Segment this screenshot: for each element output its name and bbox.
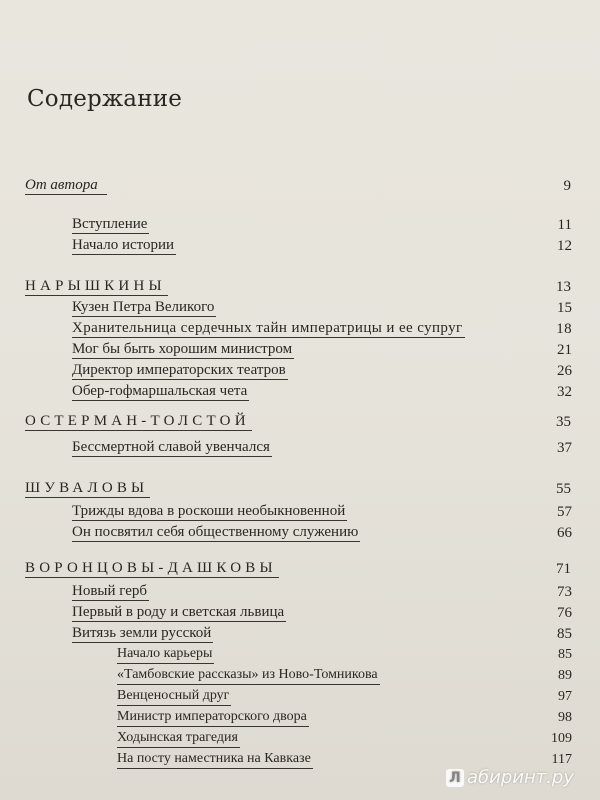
toc-entry-page: 89 xyxy=(558,668,572,683)
toc-entry xyxy=(72,363,572,383)
toc-section-entry xyxy=(25,279,571,299)
toc-entry xyxy=(72,504,572,524)
toc-title: Содержание xyxy=(27,86,183,112)
toc-entry xyxy=(72,584,572,604)
toc-entry-page: 109 xyxy=(551,731,572,746)
toc-entry-page: 71 xyxy=(556,561,571,577)
toc-entry-label: НАРЫШКИНЫ xyxy=(25,278,166,294)
toc-entry-page: 21 xyxy=(557,342,572,358)
toc-entry-page: 66 xyxy=(557,525,572,541)
toc-entry-label: На посту наместника на Кавказе xyxy=(117,750,313,769)
toc-entry-label: Он посвятил себя общественному служению xyxy=(72,524,359,540)
toc-entry-page: 37 xyxy=(557,440,572,456)
toc-entry-page: 9 xyxy=(563,178,571,194)
toc-subentry xyxy=(117,668,572,688)
toc-entry-page: 12 xyxy=(557,238,572,254)
toc-entry-page: 98 xyxy=(558,710,572,725)
toc-entry-label: Новый герб xyxy=(72,583,148,599)
toc-entry-label: От автора xyxy=(25,176,107,195)
toc-entry-label: Кузен Петра Великого xyxy=(72,299,215,315)
toc-entry-page: 76 xyxy=(557,605,572,621)
toc-entry-label: Начало истории xyxy=(72,237,175,253)
toc-section-entry xyxy=(25,481,571,501)
toc-entry xyxy=(72,300,572,320)
toc-entry xyxy=(72,626,572,646)
toc-entry-label: Мог бы быть хорошим министром xyxy=(72,341,293,357)
toc-section-entry xyxy=(25,561,571,581)
toc-entry-page: 32 xyxy=(557,384,572,400)
toc-entry-label: Хранительница сердечных тайн императрицы и ее супруг xyxy=(72,320,463,336)
toc-entry xyxy=(72,384,572,404)
toc-entry-page: 15 xyxy=(557,300,572,316)
toc-entry-label: Вступление xyxy=(72,216,148,232)
toc-entry-page: 13 xyxy=(556,279,571,295)
toc-entry xyxy=(72,217,572,237)
toc-entry-label: Первый в роду и светская львица xyxy=(72,604,285,620)
toc-entry-page: 73 xyxy=(557,584,572,600)
toc-entry xyxy=(72,525,572,545)
toc-entry-label: Витязь земли русской xyxy=(72,625,212,641)
toc-entry-page: 57 xyxy=(557,504,572,520)
toc-subentry xyxy=(117,731,572,751)
watermark-text: абиринт.ру xyxy=(467,767,575,788)
toc-entry-page: 18 xyxy=(556,321,572,337)
watermark-logo xyxy=(446,767,574,788)
toc-entry xyxy=(72,321,572,341)
toc-section-entry xyxy=(25,414,571,434)
toc-entry-page: 55 xyxy=(556,481,571,497)
toc-entry-label: «Тамбовские рассказы» из Ново-Томникова xyxy=(117,666,380,685)
toc-subentry xyxy=(117,647,572,667)
toc-entry xyxy=(72,342,572,362)
toc-entry-label: Министр императорского двора xyxy=(117,708,309,727)
toc-entry-label: Бессмертной славой увенчался xyxy=(72,439,270,455)
toc-entry xyxy=(72,440,572,460)
toc-entry-label: Начало карьеры xyxy=(117,645,214,664)
toc-entry-label: ШУВАЛОВЫ xyxy=(25,480,149,496)
toc-entry-page: 85 xyxy=(558,647,572,662)
toc-entry-page: 11 xyxy=(557,217,572,233)
toc-entry-label: Ходынская трагедия xyxy=(117,729,240,748)
toc-subentry xyxy=(117,710,572,730)
toc-entry-page: 97 xyxy=(558,689,572,704)
toc-entry-page: 26 xyxy=(557,363,572,379)
toc-entry-page: 117 xyxy=(551,752,572,767)
labirint-logo-icon: Л xyxy=(446,769,464,787)
toc-entry xyxy=(25,178,571,198)
toc-entry-page: 35 xyxy=(556,414,571,430)
toc-entry-page: 85 xyxy=(557,626,572,642)
toc-entry xyxy=(72,238,572,258)
toc-entry-label: ОСТЕРМАН-ТОЛСТОЙ xyxy=(25,413,250,429)
toc-entry-label: Обер-гофмаршальская чета xyxy=(72,383,248,399)
toc-subentry xyxy=(117,689,572,709)
toc-entry-label: Венценосный друг xyxy=(117,687,231,706)
toc-entry xyxy=(72,605,572,625)
toc-entry-label: ВОРОНЦОВЫ-ДАШКОВЫ xyxy=(25,560,277,576)
toc-entry-label: Трижды вдова в роскоши необыкновенной xyxy=(72,503,346,519)
toc-entry-label: Директор императорских театров xyxy=(72,362,286,378)
